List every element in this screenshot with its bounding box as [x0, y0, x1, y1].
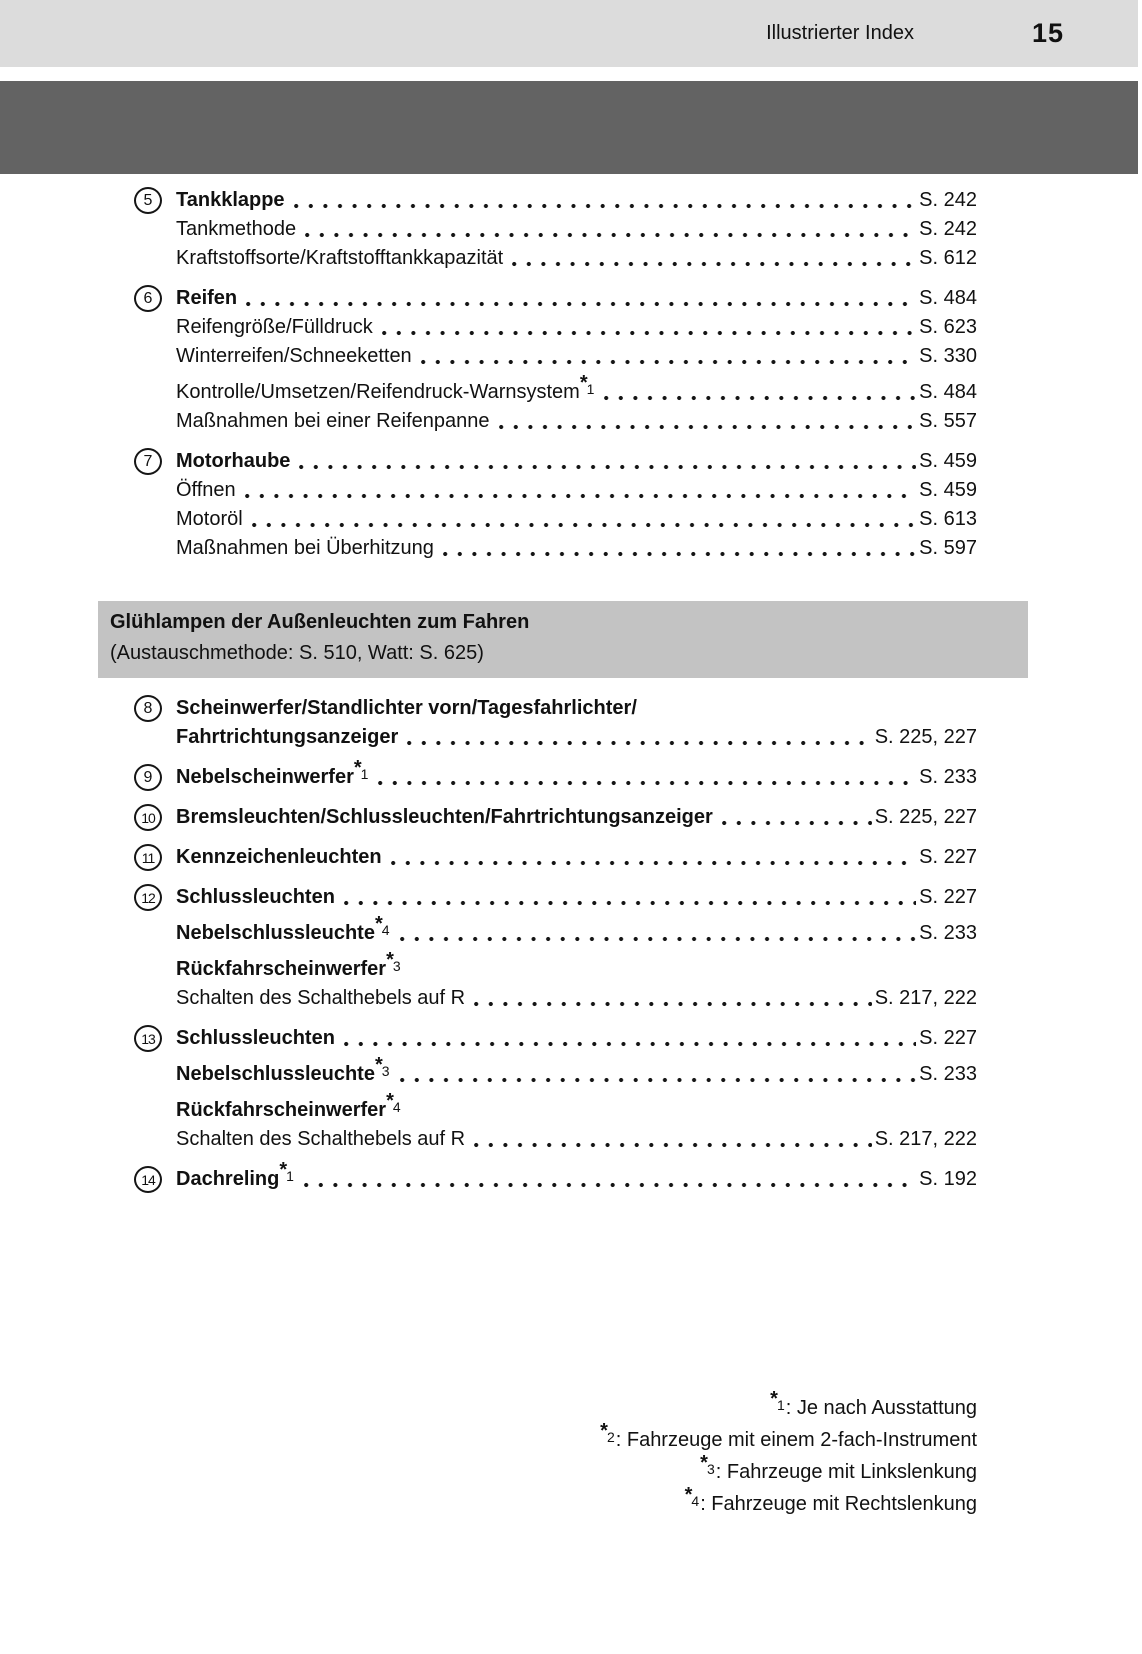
- footnote-line: [134, 1484, 977, 1520]
- footnote-marker: [353, 757, 370, 782]
- index-row: [134, 1090, 977, 1125]
- index-row: [134, 949, 977, 984]
- entry-label: Bremsleuchten/Schlussleuchten/Fahrtrichtungsanzeiger: [176, 806, 713, 828]
- footnote-line: [134, 1388, 977, 1424]
- dot-leader: [400, 1077, 917, 1083]
- row-lead-cell: [134, 186, 176, 214]
- index-row: [134, 215, 977, 244]
- index-row: [134, 723, 977, 752]
- page-ref: S. 227: [919, 886, 977, 908]
- page-ref: S. 233: [919, 766, 977, 788]
- dot-leader: [391, 860, 917, 866]
- footnote-text: : Fahrzeuge mit Rechtslenkung: [700, 1493, 977, 1515]
- page-header-band: [0, 0, 1138, 67]
- asterisk-icon: *: [684, 1484, 693, 1506]
- item-number-badge: 5: [134, 187, 162, 214]
- entry-label: $Dachreling*_1$: [176, 1159, 294, 1190]
- entry-label: Tankmethode: [176, 218, 297, 240]
- footnote-marker: [279, 1159, 295, 1184]
- index-row: [134, 1024, 977, 1053]
- item-number-badge: 13: [134, 1025, 162, 1052]
- entry-label: $Nebelscheinwerfer*_1$: [176, 757, 369, 788]
- row-lead-cell: [134, 447, 176, 475]
- entry-label: Motorhaube: [176, 450, 291, 472]
- index-group: [134, 757, 977, 792]
- item-number-badge: 11: [134, 844, 162, 871]
- index-row: [134, 476, 977, 505]
- index-group: [134, 1159, 977, 1194]
- entry-label: Kraftstoffsorte/Kraftstofftankkapazität: [176, 247, 504, 269]
- index-group: [134, 447, 977, 563]
- entry-label: Fahrtrichtungsanzeiger: [176, 726, 399, 748]
- index-row: [134, 757, 977, 792]
- index-row: [134, 244, 977, 273]
- asterisk-icon: *: [700, 1452, 708, 1474]
- index-row: [134, 342, 977, 371]
- footnote-text: : Je nach Ausstattung: [785, 1397, 977, 1419]
- asterisk-icon: *: [374, 1054, 383, 1076]
- row-lead-cell: [134, 763, 176, 791]
- footnote-marker: [579, 372, 596, 397]
- entry-label: Schlussleuchten: [176, 1027, 335, 1049]
- index-row: [134, 1054, 977, 1089]
- dot-leader: [604, 395, 916, 401]
- asterisk-icon: *: [386, 1090, 394, 1112]
- entry-label: Winterreifen/Schneeketten: [176, 345, 412, 367]
- footnote-text: : Fahrzeuge mit Linkslenkung: [715, 1461, 977, 1483]
- entry-label: Kennzeichenleuchten: [176, 846, 382, 868]
- dot-leader: [421, 359, 916, 365]
- footnote-marker-number: 1: [776, 1397, 785, 1413]
- index-row: [134, 186, 977, 215]
- footnote-marker: [374, 913, 391, 938]
- footnote-marker-number: 1: [286, 1168, 294, 1184]
- dot-leader: [378, 780, 916, 786]
- asterisk-icon: *: [579, 372, 588, 394]
- dot-leader: [407, 740, 871, 746]
- row-lead-cell: [134, 843, 176, 871]
- entry-label: Reifen: [176, 287, 238, 309]
- index-row: [134, 913, 977, 948]
- row-lead-cell: [134, 694, 176, 722]
- row-lead-cell: [134, 1165, 176, 1193]
- dot-leader: [512, 261, 916, 267]
- index-list-bottom: [134, 694, 977, 1194]
- footnote-marker: [684, 1484, 701, 1509]
- section-header-subtitle: (Austauschmethode: S. 510, Watt: S. 625): [110, 642, 484, 664]
- asterisk-icon: *: [279, 1159, 288, 1181]
- page-ref: S. 242: [919, 189, 977, 211]
- page-ref: S. 225, 227: [874, 726, 977, 748]
- dot-leader: [252, 522, 916, 528]
- entry-label: $Nebelschlussleuchte*_4$: [176, 913, 390, 944]
- asterisk-icon: *: [600, 1420, 608, 1442]
- item-number-badge: 9: [134, 764, 162, 791]
- page-number: 15: [1031, 18, 1064, 48]
- page-ref: S. 330: [919, 345, 977, 367]
- illustration-banner: [0, 81, 1138, 174]
- footnote-marker-number: 3: [392, 958, 401, 974]
- asterisk-icon: *: [374, 913, 383, 935]
- footnote-marker: [770, 1388, 786, 1413]
- footnote-marker-number: 3: [706, 1461, 715, 1477]
- page-ref: S. 557: [919, 410, 977, 432]
- footnote-marker: [700, 1452, 716, 1477]
- index-row: [134, 803, 977, 832]
- entry-label: Kontrolle/$Umsetzen/Reifendruck-Warnsystem*_1$: [176, 372, 595, 403]
- footnotes: [134, 1388, 977, 1520]
- page-ref: S. 484: [919, 287, 977, 309]
- page-ref: S. 233: [919, 922, 977, 944]
- page-ref: S. 192: [919, 1168, 977, 1190]
- index-row: [134, 843, 977, 872]
- dot-leader: [443, 551, 916, 557]
- index-group: [134, 1024, 977, 1154]
- row-lead-cell: [134, 803, 176, 831]
- page-ref: S. 613: [919, 508, 977, 530]
- item-number-badge: 12: [134, 884, 162, 911]
- page-ref: S. 217, 222: [874, 987, 977, 1009]
- footnote-marker: [386, 949, 402, 974]
- dot-leader: [474, 1142, 872, 1148]
- item-number-badge: 10: [134, 804, 162, 831]
- footnote-marker-number: 2: [606, 1429, 615, 1445]
- index-group: [134, 284, 977, 436]
- page-ref: S. 484: [919, 381, 977, 403]
- section-header: [98, 601, 1028, 678]
- dot-leader: [246, 301, 916, 307]
- index-row: [134, 313, 977, 342]
- page-ref: S. 217, 222: [874, 1128, 977, 1150]
- entry-label: Tankklappe: [176, 189, 285, 211]
- index-list-top: [134, 186, 977, 563]
- dot-leader: [245, 493, 916, 499]
- page-ref: S. 227: [919, 846, 977, 868]
- footnote-marker-number: 4: [381, 922, 390, 938]
- page-header-title: Illustrierter Index: [766, 22, 914, 44]
- index-content: [110, 186, 977, 1520]
- dot-leader: [382, 330, 916, 336]
- dot-leader: [499, 424, 917, 430]
- index-row: [134, 1125, 977, 1154]
- item-number-badge: 14: [134, 1166, 162, 1193]
- index-group: [134, 186, 977, 273]
- index-group: [134, 694, 977, 752]
- asterisk-icon: *: [353, 757, 362, 779]
- page-ref: S. 242: [919, 218, 977, 240]
- entry-label: Schalten des Schalthebels auf R: [176, 1128, 466, 1150]
- entry-label: Schalten des Schalthebels auf R: [176, 987, 466, 1009]
- index-row: [134, 883, 977, 912]
- entry-label: Reifengröße/Fülldruck: [176, 316, 373, 338]
- page-ref: S. 225, 227: [874, 806, 977, 828]
- footnote-marker-number: 4: [691, 1493, 700, 1509]
- footnote-text: : Fahrzeuge mit einem 2-fach-Instrument: [615, 1429, 977, 1451]
- footnote-marker-number: 1: [360, 766, 369, 782]
- entry-label: $Rückfahrscheinwerfer*_3$: [176, 949, 401, 980]
- dot-leader: [400, 936, 917, 942]
- page-ref: S. 459: [919, 450, 977, 472]
- dot-leader: [299, 464, 916, 470]
- page-ref: S. 233: [919, 1063, 977, 1085]
- index-group: [134, 843, 977, 872]
- footnote-line: [134, 1452, 977, 1488]
- dot-leader: [304, 1182, 916, 1188]
- entry-label: Scheinwerfer/Standlichter vorn/Tagesfahrlichter/: [176, 697, 637, 719]
- row-lead-cell: [134, 883, 176, 911]
- entry-label: Öffnen: [176, 479, 236, 501]
- footnote-marker: [386, 1090, 402, 1115]
- index-row: [134, 1159, 977, 1194]
- page-ref: S. 612: [919, 247, 977, 269]
- page-ref: S. 623: [919, 316, 977, 338]
- asterisk-icon: *: [386, 949, 394, 971]
- footnote-marker: [600, 1420, 616, 1445]
- entry-label: $Nebelschlussleuchte*_3$: [176, 1054, 390, 1085]
- dot-leader: [344, 1041, 916, 1047]
- index-row: [134, 407, 977, 436]
- dot-leader: [305, 232, 916, 238]
- section-header-title: Glühlampen der Außenleuchten zum Fahren: [110, 611, 530, 633]
- item-number-badge: 6: [134, 285, 162, 312]
- entry-label: Motoröl: [176, 508, 243, 530]
- page-ref: S. 227: [919, 1027, 977, 1049]
- row-lead-cell: [134, 1024, 176, 1052]
- entry-label: Maßnahmen bei Überhitzung: [176, 537, 434, 559]
- footnote-marker-number: 3: [381, 1063, 390, 1079]
- index-row: [134, 505, 977, 534]
- page-ref: S. 459: [919, 479, 977, 501]
- entry-label: Schlussleuchten: [176, 886, 335, 908]
- footnote-marker-number: 1: [586, 381, 595, 397]
- index-row: [134, 447, 977, 476]
- dot-leader: [294, 203, 917, 209]
- index-row: [134, 284, 977, 313]
- footnote-marker: [374, 1054, 391, 1079]
- item-number-badge: 8: [134, 695, 162, 722]
- asterisk-icon: *: [770, 1388, 778, 1410]
- index-row: [134, 534, 977, 563]
- index-row: [134, 694, 977, 723]
- entry-label: Maßnahmen bei einer Reifenpanne: [176, 410, 490, 432]
- dot-leader: [474, 1001, 872, 1007]
- index-row: [134, 984, 977, 1013]
- dot-leader: [722, 820, 872, 826]
- index-group: [134, 803, 977, 832]
- row-lead-cell: [134, 284, 176, 312]
- footnote-line: [134, 1420, 977, 1456]
- footnote-marker-number: 4: [392, 1099, 401, 1115]
- page-ref: S. 597: [919, 537, 977, 559]
- item-number-badge: 7: [134, 448, 162, 475]
- index-row: [134, 372, 977, 407]
- entry-label: $Rückfahrscheinwerfer*_4$: [176, 1090, 401, 1121]
- dot-leader: [344, 900, 916, 906]
- index-group: [134, 883, 977, 1013]
